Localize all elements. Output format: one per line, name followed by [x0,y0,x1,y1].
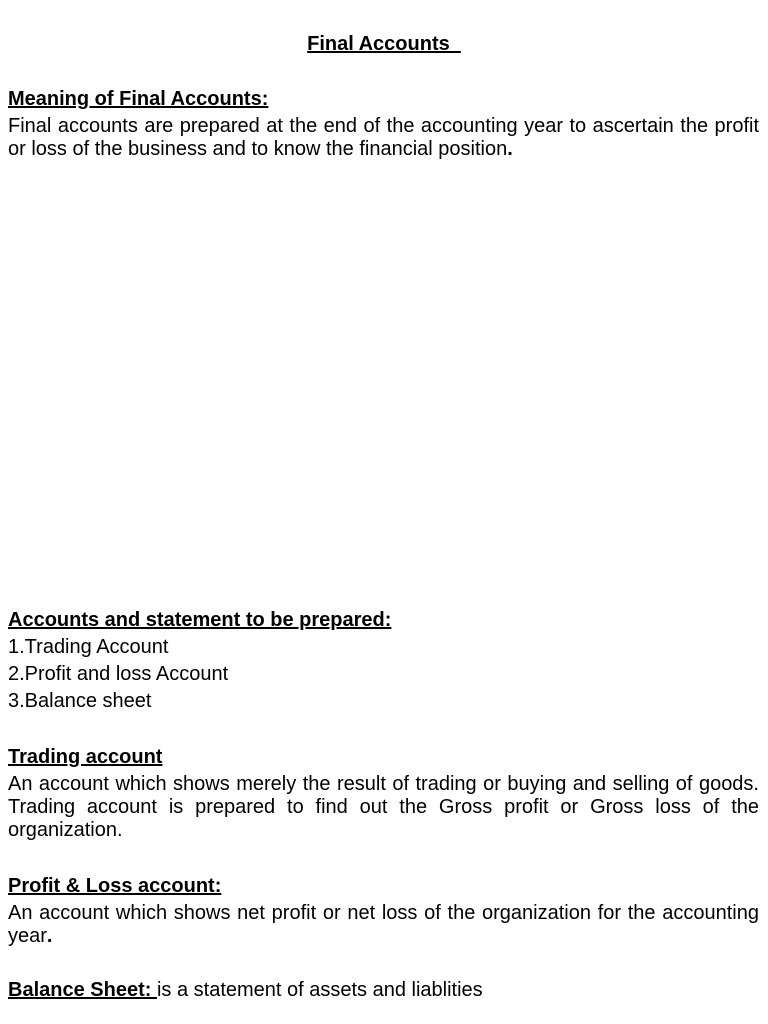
trading-paragraph: An account which shows merely the result of trading or buying and selling of goods. Trading account is prepared to find out the Gross profit or Gross loss of the organization. [8,773,759,841]
meaning-paragraph [8,115,759,161]
balance-sheet-label: Balance Sheet: [8,979,157,1001]
profit-loss-period: . [46,925,53,947]
meaning-text: Final accounts are prepared at the end of the accounting year to ascertain the profit or loss of the business and to know the financial position [8,115,759,160]
section-meaning [8,88,759,161]
section-balance-sheet [8,979,759,1002]
profit-loss-heading: Profit & Loss account: [8,875,222,897]
profit-loss-text: An account which shows net profit or net loss of the organization for the accounting year [8,902,759,947]
meaning-heading: Meaning of Final Accounts: [8,88,269,110]
list-item: 1.Trading Account [8,636,169,658]
profit-loss-paragraph [8,902,759,948]
section-trading [8,746,759,842]
section-statements [8,609,759,717]
balance-sheet-text: is a statement of assets and liablities [156,979,483,1001]
section-profit-loss [8,875,759,948]
list-item: 3.Balance sheet [8,690,152,712]
meaning-period: . [507,138,513,160]
statements-heading: Accounts and statement to be prepared: [8,609,392,631]
document-title: Final Accounts [307,33,461,55]
list-item: 2.Profit and loss Account [8,663,229,685]
trading-heading: Trading account [8,746,163,768]
